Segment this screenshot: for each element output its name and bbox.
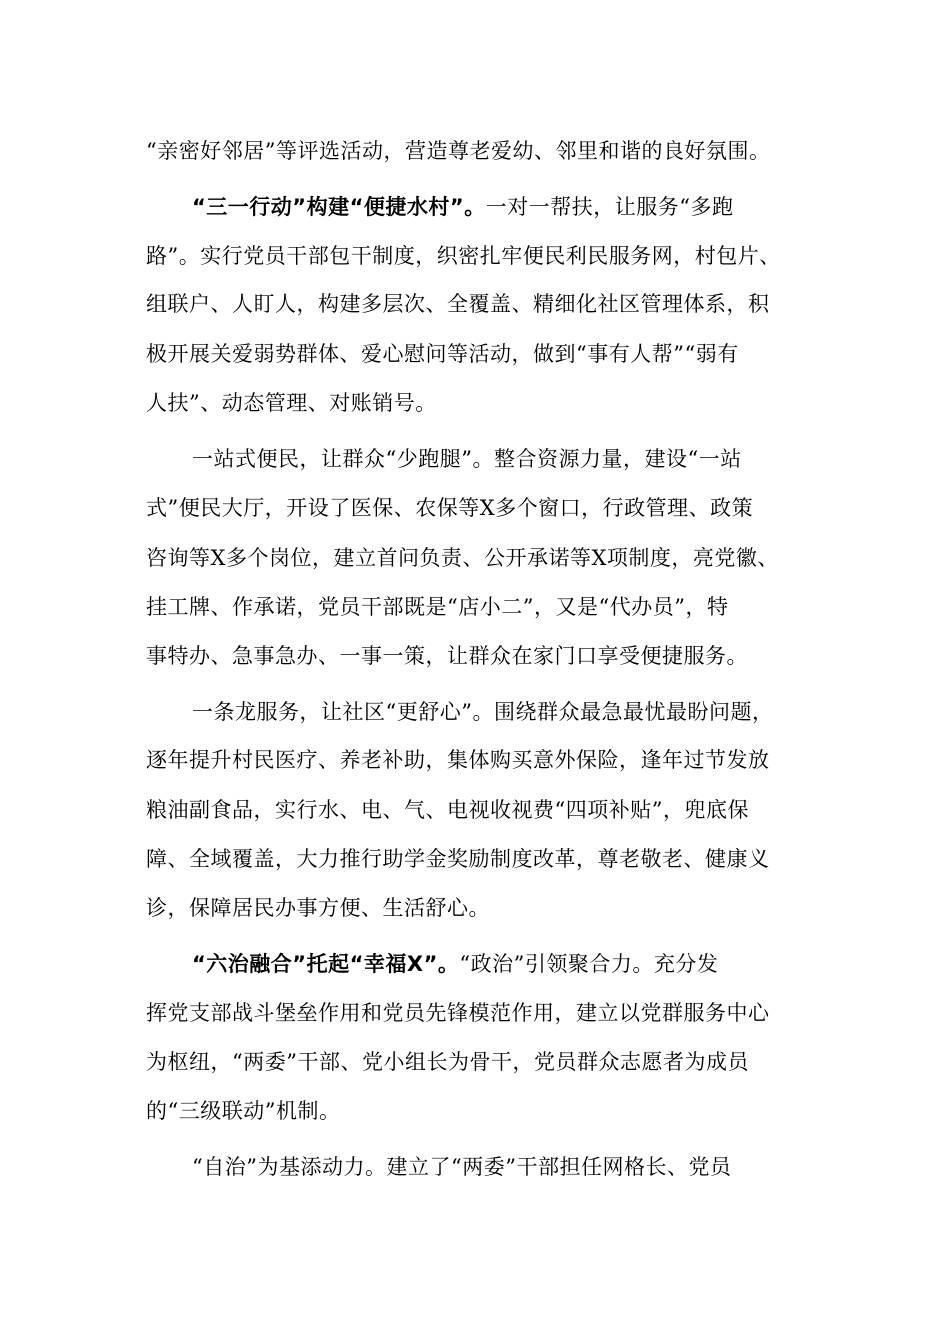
section-heading-line: “三一行动”构建“便捷水村”。一对一帮扶，让服务“多跑	[192, 195, 734, 219]
text-line: 式”便民大厅，开设了医保、农保等X多个窗口，行政管理、政策	[146, 496, 754, 520]
text-line: 组联户、人盯人，构建多层次、全覆盖、精细化社区管理体系，积	[146, 292, 770, 316]
text-line: 事特办、急事急办、一事一策，让群众在家门口享受便捷服务。	[146, 644, 748, 668]
text-line: 的“三级联动”机制。	[146, 1099, 341, 1123]
section-heading: “三一行动”构建“便捷水村”。	[192, 195, 486, 219]
text-line: 为枢纽，“两委”干部、党小组长为骨干，党员群众志愿者为成员	[146, 1050, 749, 1074]
section-heading-line: “六治融合”托起“幸福X”。“政治”引领聚合力。充分发	[192, 952, 719, 976]
paragraph-first-line: 一站式便民，让群众“少跑腿”。整合资源力量，建设“一站	[192, 447, 742, 471]
text-line: 逐年提升村民医疗、养老补助，集体购买意外保险，逢年过节发放	[146, 748, 770, 772]
section-heading: “六治融合”托起“幸福X”。	[192, 952, 460, 976]
text-line: “亲密好邻居”等评选活动，营造尊老爱幼、邻里和谐的良好氛围。	[146, 139, 771, 163]
text-line: 粮油副食品，实行水、电、气、电视收视费“四项补贴”，兜底保	[146, 798, 749, 822]
paragraph-first-line: 一条龙服务，让社区“更舒心”。围绕群众最急最忧最盼问题，	[192, 700, 774, 724]
text-line: 人扶”、动态管理、对账销号。	[146, 391, 437, 415]
text-line: 障、全域覆盖，大力推行助学金奖励制度改革，尊老敬老、健康义	[146, 847, 770, 871]
text-line: 挥党支部战斗堡垒作用和党员先锋模范作用，建立以党群服务中心	[146, 1001, 770, 1025]
text-line: 挂工牌、作承诺，党员干部既是“店小二”，又是“代办员”，特	[146, 595, 729, 619]
text-line: 极开展关爱弱势群体、爱心慰问等活动，做到“事有人帮”“弱有	[146, 342, 739, 366]
text-line: 诊，保障居民办事方便、生活舒心。	[146, 896, 490, 920]
text-line: 咨询等X多个岗位，建立首问负责、公开承诺等X项制度，亮党徽、	[146, 546, 779, 570]
text-line: 路”。实行党员干部包干制度，织密扎牢便民利民服务网，村包片、	[146, 244, 781, 268]
paragraph-first-line: “自治”为基添动力。建立了“两委”干部担任网格长、党员	[192, 1155, 732, 1179]
